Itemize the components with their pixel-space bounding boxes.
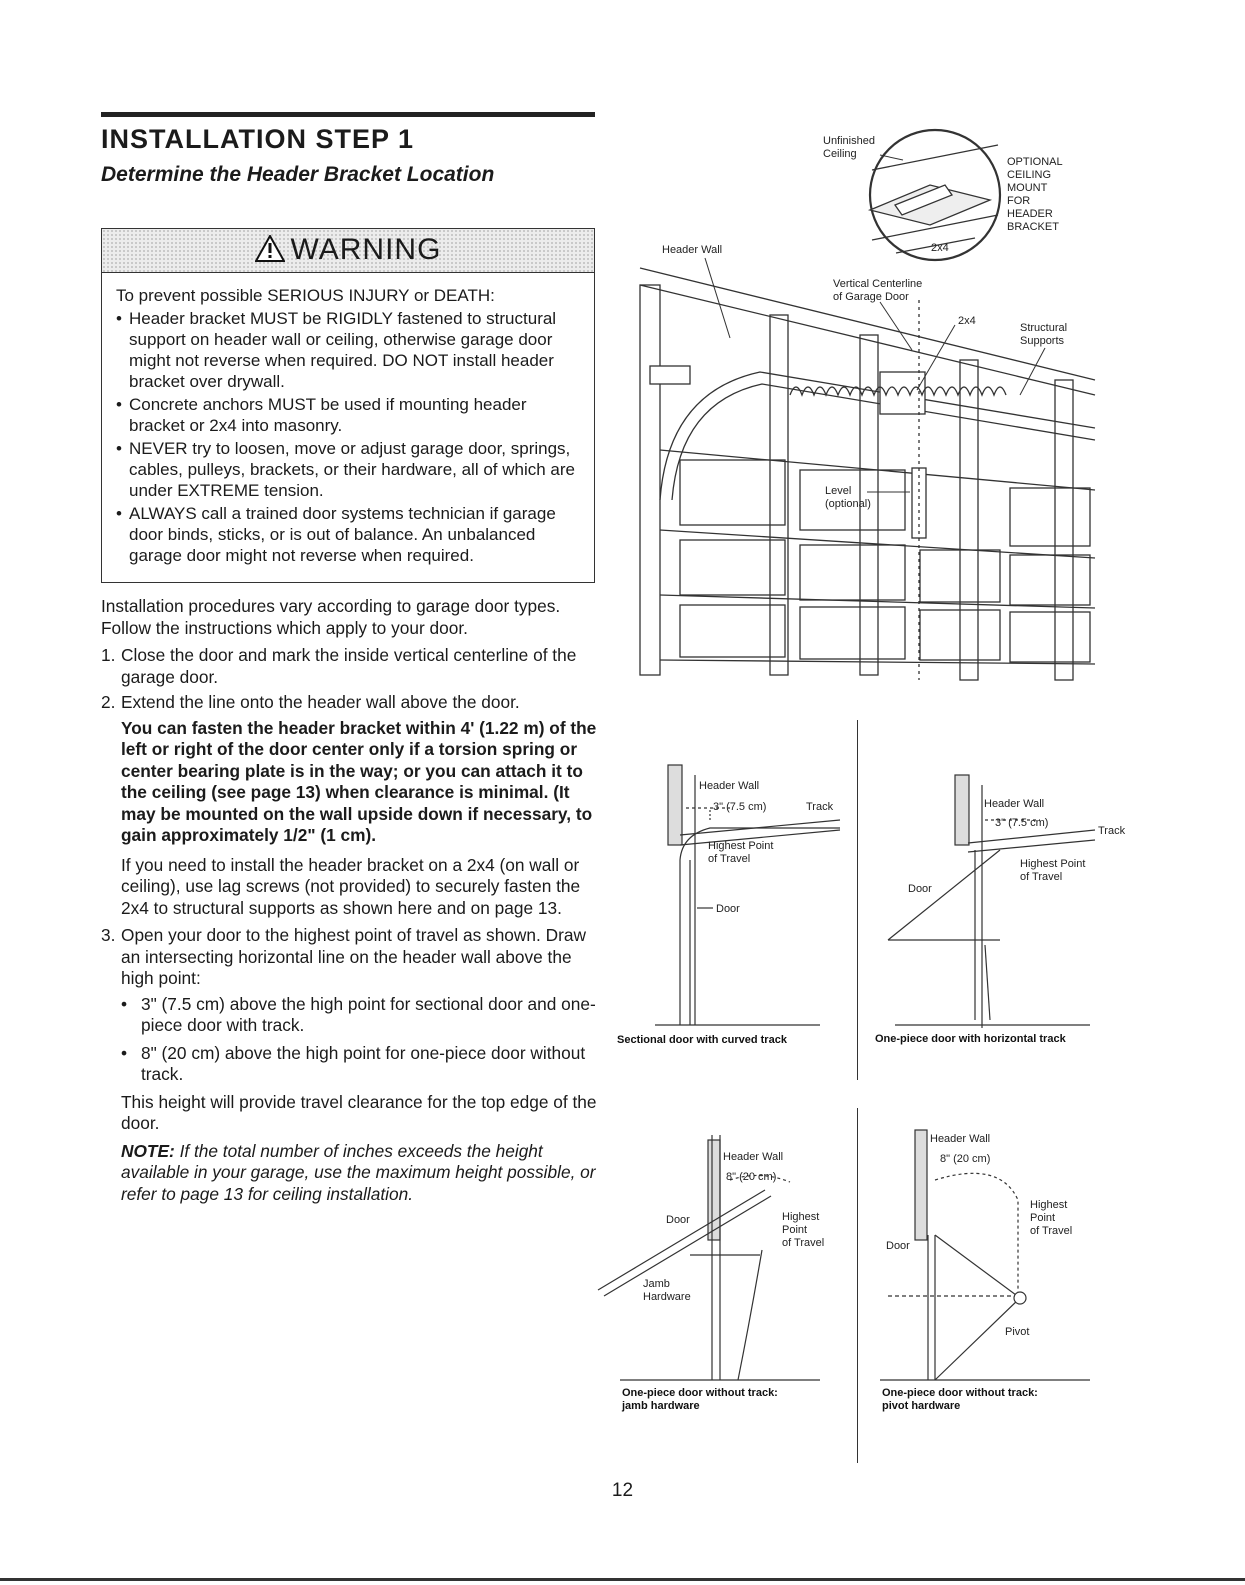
- sectional-caption: Sectional door with curved track: [617, 1034, 787, 1046]
- warning-body: [116, 285, 586, 568]
- optional-mount-label: OPTIONAL: [1007, 156, 1063, 168]
- pivot-measure-label: 8" (20 cm): [940, 1153, 991, 1165]
- note: [121, 1141, 599, 1206]
- onepiece-track-caption: One-piece door with horizontal track: [875, 1033, 1066, 1045]
- sectional-track-label: Track: [806, 801, 834, 813]
- warning-triangle-icon: [255, 235, 285, 262]
- onepiece-highest-point-label: Highest Point: [1020, 858, 1086, 870]
- jamb-header-wall-label: Header Wall: [723, 1151, 784, 1163]
- jamb-hardware-diagram: [590, 1130, 850, 1420]
- scan-edge-line: [0, 1578, 1245, 1581]
- sectional-header-wall-label: Header Wall: [699, 780, 760, 792]
- warning-list: [116, 308, 586, 566]
- optional-mount-label: FOR: [1007, 195, 1031, 207]
- warning-item: • Header bracket MUST be RIGIDLY fastened to structural support on header wall or ceiling, otherwise garage door might not reverse when required. DO NOT install header bracket over drywall.: [116, 308, 586, 392]
- pivot-label: Pivot: [1005, 1326, 1030, 1338]
- jamb-door-label: Door: [666, 1214, 690, 1226]
- optional-mount-label: MOUNT: [1007, 182, 1048, 194]
- onepiece-highest-point-label: of Travel: [1020, 871, 1063, 883]
- 2x4-label: 2x4: [958, 315, 976, 327]
- step-2: [101, 692, 599, 714]
- warning-item: • Concrete anchors MUST be used if mounting header bracket or 2x4 into masonry.: [116, 394, 586, 436]
- warning-item: • NEVER try to loosen, move or adjust garage door, springs, cables, pulleys, brackets, or their hardware, all of which are under EXTREME tension.: [116, 438, 586, 501]
- step-1: [101, 645, 599, 688]
- sectional-door-diagram: [615, 760, 855, 1050]
- vertical-centerline-label: of Garage Door: [833, 291, 909, 303]
- step-1-text: Close the door and mark the inside vertical centerline of the garage door.: [121, 645, 577, 687]
- pivot-caption: pivot hardware: [882, 1400, 961, 1412]
- unfinished-ceiling-label: Unfinished: [823, 135, 875, 147]
- step-2-bold-note: You can fasten the header bracket within 4' (1.22 m) of the left or right of the door center only if a torsion spring or center bearing plate is in the way; or you can attach it to the ceiling (see page 13) when clearance is minimal. (It may be mounted on the wall upside down if necessary, to gain approximately 1/2" (1 cm).: [121, 717, 597, 845]
- onepiece-measure-label: 3" (7.5 cm): [995, 817, 1049, 829]
- page-number: 12: [611, 1480, 634, 1501]
- step-3: [101, 925, 599, 990]
- level-label: Level: [825, 485, 852, 497]
- sectional-highest-point-label: Highest Point: [708, 840, 774, 852]
- sectional-highest-point-label: of Travel: [708, 853, 751, 865]
- clearance-text: This height will provide travel clearance for the top edge of the door.: [121, 1091, 597, 1133]
- onepiece-track-diagram: [870, 770, 1145, 1050]
- unfinished-ceiling-label: Ceiling: [823, 148, 857, 160]
- sectional-measure-label: 3" (7.5 cm): [713, 801, 767, 813]
- warning-intro: To prevent possible SERIOUS INJURY or DEATH:: [116, 286, 495, 305]
- intro-paragraph: Installation procedures vary according to garage door types. Follow the instructions which apply to your door.: [101, 596, 561, 638]
- inset-2x4-label: 2x4: [931, 242, 949, 254]
- column-divider: [857, 720, 858, 1080]
- step-3-number: 3.: [101, 925, 116, 945]
- jamb-caption: One-piece door without track:: [622, 1387, 778, 1399]
- optional-mount-label: BRACKET: [1007, 221, 1059, 233]
- step-1-number: 1.: [101, 645, 116, 665]
- instructions: [101, 596, 599, 1205]
- jamb-caption: jamb hardware: [622, 1400, 700, 1412]
- section-rule: [101, 112, 595, 117]
- vertical-centerline-label: Vertical Centerline: [833, 278, 923, 290]
- step-3-text: Open your door to the highest point of travel as shown. Draw an intersecting horizontal line on the header wall above the high point:: [121, 925, 586, 988]
- column-divider: [857, 1108, 858, 1463]
- jamb-highest-point-label: Point: [782, 1224, 808, 1236]
- warning-box: [101, 228, 595, 583]
- jamb-highest-point-label: Highest: [782, 1211, 820, 1223]
- height-bullet: • 3" (7.5 cm) above the high point for sectional door and one-piece door with track.: [101, 994, 599, 1037]
- pivot-highest-point-label: Highest: [1030, 1199, 1068, 1211]
- onepiece-track-label: Track: [1098, 825, 1126, 837]
- pivot-door-label: Door: [886, 1240, 910, 1252]
- optional-mount-label: HEADER: [1007, 208, 1053, 220]
- step-2-extra: If you need to install the header bracket on a 2x4 (on wall or ceiling), use lag screws (not provided) to securely fasten the 2x4 to structural supports as shown here and on page 13.: [121, 854, 581, 918]
- height-bullet: • 8" (20 cm) above the high point for one-piece door without track.: [101, 1043, 599, 1086]
- step-title: INSTALLATION STEP 1: [101, 124, 415, 154]
- pivot-header-wall-label: Header Wall: [930, 1133, 991, 1145]
- pivot-caption: One-piece door without track:: [882, 1387, 1038, 1399]
- onepiece-header-wall-label: Header Wall: [984, 798, 1045, 810]
- warning-header: [102, 229, 594, 273]
- jamb-hardware-label: Jamb: [643, 1278, 670, 1290]
- note-label: NOTE:: [121, 1140, 175, 1161]
- jamb-hardware-label: Hardware: [643, 1291, 691, 1303]
- warning-title: WARNING: [290, 233, 442, 266]
- jamb-highest-point-label: of Travel: [782, 1237, 825, 1249]
- pivot-hardware-diagram: [870, 1125, 1110, 1415]
- step-2-number: 2.: [101, 692, 116, 712]
- step-2-text: Extend the line onto the header wall above the door.: [121, 692, 520, 712]
- onepiece-door-label: Door: [908, 883, 932, 895]
- structural-supports-label: Supports: [1020, 335, 1065, 347]
- header-wall-label: Header Wall: [662, 244, 723, 256]
- step-subtitle: Determine the Header Bracket Location: [101, 163, 495, 186]
- garage-door-illustration: [630, 125, 1100, 690]
- structural-supports-label: Structural: [1020, 322, 1068, 334]
- level-label: (optional): [825, 498, 871, 510]
- warning-item: • ALWAYS call a trained door systems technician if garage door binds, sticks, or is out of balance. An unbalanced garage door might not reverse when required.: [116, 503, 586, 566]
- pivot-highest-point-label: of Travel: [1030, 1225, 1073, 1237]
- jamb-measure-label: 8" (20 cm): [726, 1171, 777, 1183]
- optional-mount-label: CEILING: [1007, 169, 1052, 181]
- note-text: If the total number of inches exceeds the height available in your garage, use the maximum height possible, or refer to page 13 for ceiling installation.: [121, 1140, 596, 1204]
- pivot-highest-point-label: Point: [1030, 1212, 1056, 1224]
- sectional-door-label: Door: [716, 903, 740, 915]
